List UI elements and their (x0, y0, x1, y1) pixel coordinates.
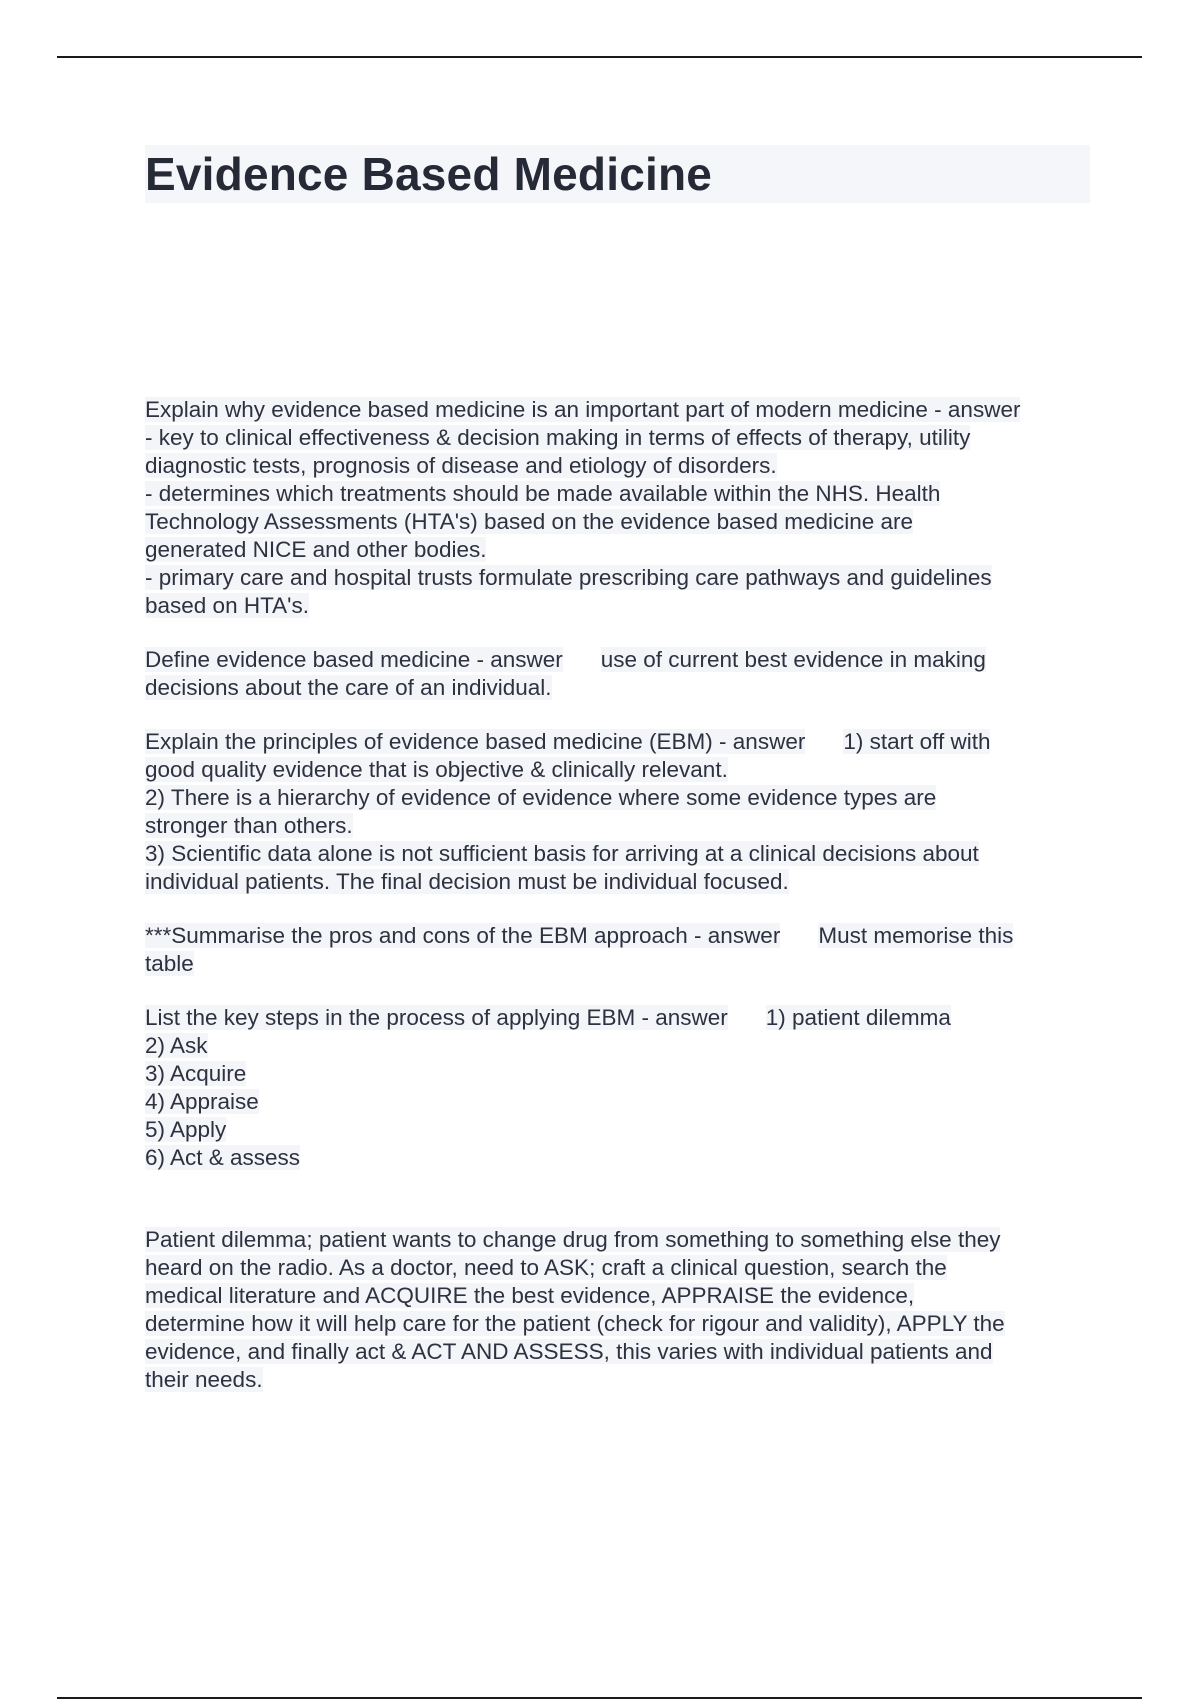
text-line: diagnostic tests, prognosis of disease and etiology of disorders. (145, 453, 777, 478)
question-line: Explain the principles of evidence based medicine (EBM) - answer 1) start off with (145, 729, 991, 754)
text-line: based on HTA's. (145, 593, 309, 618)
question-line: Define evidence based medicine - answer use of current best evidence in making (145, 647, 986, 672)
list-item: 4) Appraise (145, 1089, 259, 1114)
text-line: their needs. (145, 1367, 263, 1392)
text-line: Patient dilemma; patient wants to change drug from something to something else they (145, 1227, 1001, 1252)
patient-dilemma-paragraph (145, 1226, 1095, 1394)
qa-card-principles (145, 728, 1095, 896)
list-item: 3) Acquire (145, 1061, 247, 1086)
text-line: table (145, 951, 194, 976)
page-title: Evidence Based Medicine (145, 148, 713, 200)
qa-card-importance (145, 396, 1095, 620)
text-line: 2) There is a hierarchy of evidence of evidence where some evidence types are (145, 785, 937, 810)
header-rule (57, 56, 1142, 58)
text-line: generated NICE and other bodies. (145, 537, 487, 562)
text-line: individual patients. The final decision must be individual focused. (145, 869, 789, 894)
footer-rule (57, 1697, 1142, 1699)
text-line: - primary care and hospital trusts formulate prescribing care pathways and guidelines (145, 565, 992, 590)
question-line: List the key steps in the process of applying EBM - answer 1) patient dilemma (145, 1005, 951, 1030)
qa-card-key-steps (145, 1004, 1095, 1172)
text-line: determine how it will help care for the patient (check for rigour and validity), APPLY the (145, 1311, 1005, 1336)
text-line: - key to clinical effectiveness & decision making in terms of effects of therapy, utility (145, 425, 971, 450)
text-line: - determines which treatments should be made available within the NHS. Health (145, 481, 941, 506)
list-item: 5) Apply (145, 1117, 227, 1142)
question-line: ***Summarise the pros and cons of the EBM approach - answer Must memorise this (145, 923, 1014, 948)
text-line: good quality evidence that is objective & clinically relevant. (145, 757, 728, 782)
qa-card-pros-cons (145, 922, 1095, 978)
text-line: Explain why evidence based medicine is an important part of modern medicine - answer (145, 397, 1021, 422)
text-line: Technology Assessments (HTA's) based on the evidence based medicine are (145, 509, 914, 534)
text-line: stronger than others. (145, 813, 353, 838)
title-block (145, 145, 1090, 203)
qa-card-definition (145, 646, 1095, 702)
text-line: heard on the radio. As a doctor, need to ASK; craft a clinical question, search the (145, 1255, 947, 1280)
text-line: medical literature and ACQUIRE the best evidence, APPRAISE the evidence, (145, 1283, 915, 1308)
list-item: 2) Ask (145, 1033, 208, 1058)
text-line: 3) Scientific data alone is not sufficient basis for arriving at a clinical decisions about (145, 841, 979, 866)
text-line: decisions about the care of an individual. (145, 675, 552, 700)
list-item: 6) Act & assess (145, 1145, 301, 1170)
document-body (145, 396, 1095, 1420)
text-line: evidence, and finally act & ACT AND ASSESS, this varies with individual patients and (145, 1339, 993, 1364)
